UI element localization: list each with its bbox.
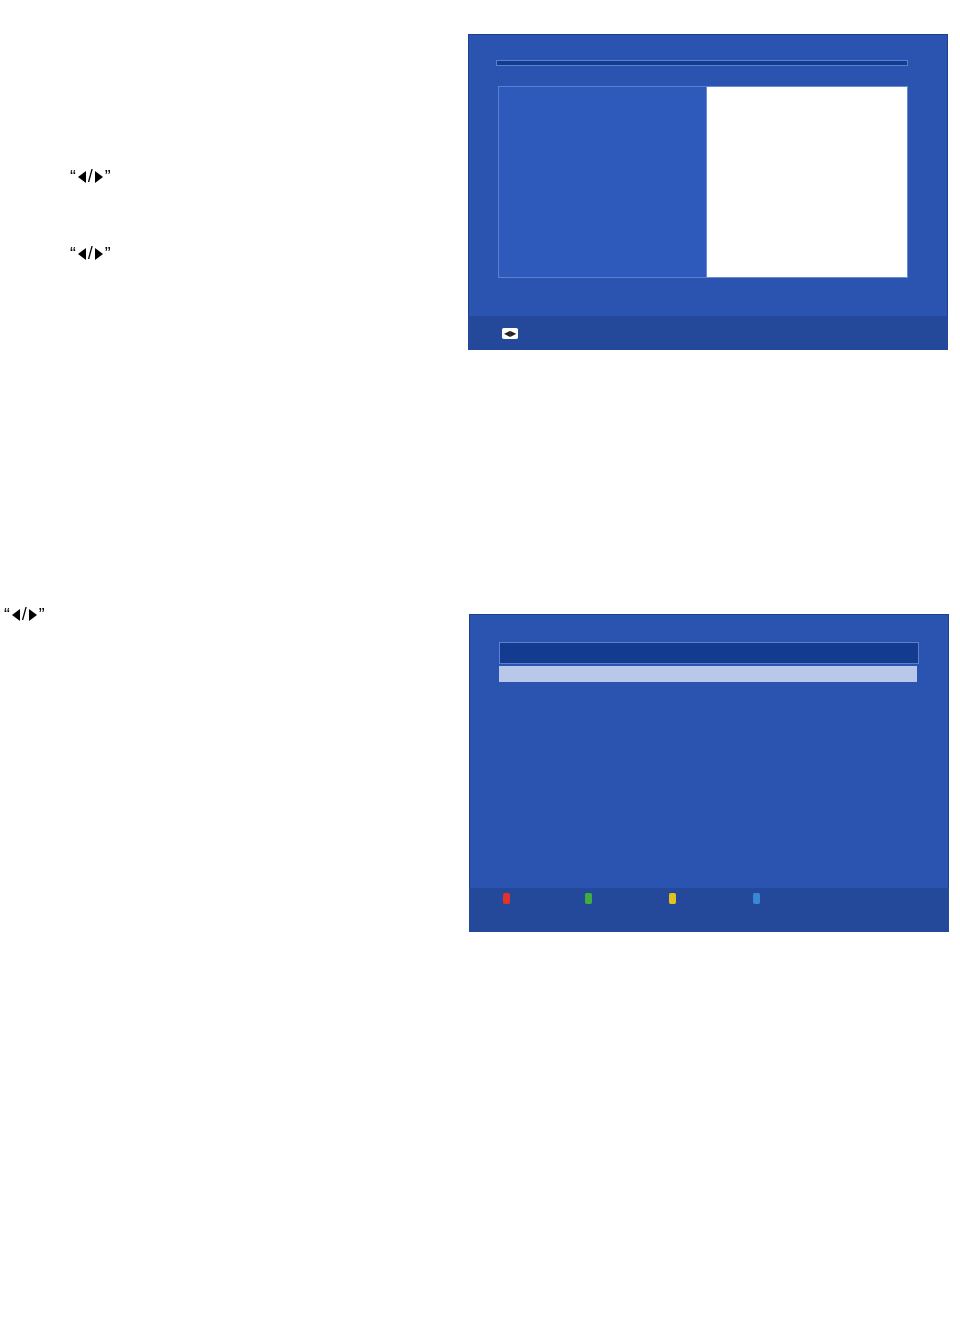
left-right-key-icon: ◀▶ xyxy=(504,328,517,338)
fav-preview-pane xyxy=(706,86,908,278)
fav-screen-title xyxy=(496,60,908,66)
epg-timeline xyxy=(499,666,917,682)
epg-grid xyxy=(499,684,917,886)
favourites-step-1: “ / ” xyxy=(70,166,111,186)
favourites-step-2: “ / ” xyxy=(70,243,111,263)
epg-description: “ / ” xyxy=(4,604,45,624)
epg-screenshot xyxy=(469,614,949,932)
fav-channel-list xyxy=(498,86,716,278)
red-key-icon xyxy=(503,893,510,904)
epg-title xyxy=(500,645,506,660)
green-key-icon xyxy=(585,893,592,904)
arrow-left-icon xyxy=(78,171,86,183)
arrow-left-icon xyxy=(12,609,20,621)
favourites-screenshot xyxy=(468,34,948,350)
arrow-left-icon xyxy=(78,248,86,260)
yellow-key-icon xyxy=(669,893,676,904)
fav-footer xyxy=(468,316,948,350)
epg-legend xyxy=(469,888,949,932)
arrow-right-icon xyxy=(95,171,103,183)
blue-key-icon xyxy=(753,893,760,904)
arrow-right-icon xyxy=(95,248,103,260)
epg-titlebar xyxy=(499,642,919,664)
arrow-right-icon xyxy=(29,609,37,621)
